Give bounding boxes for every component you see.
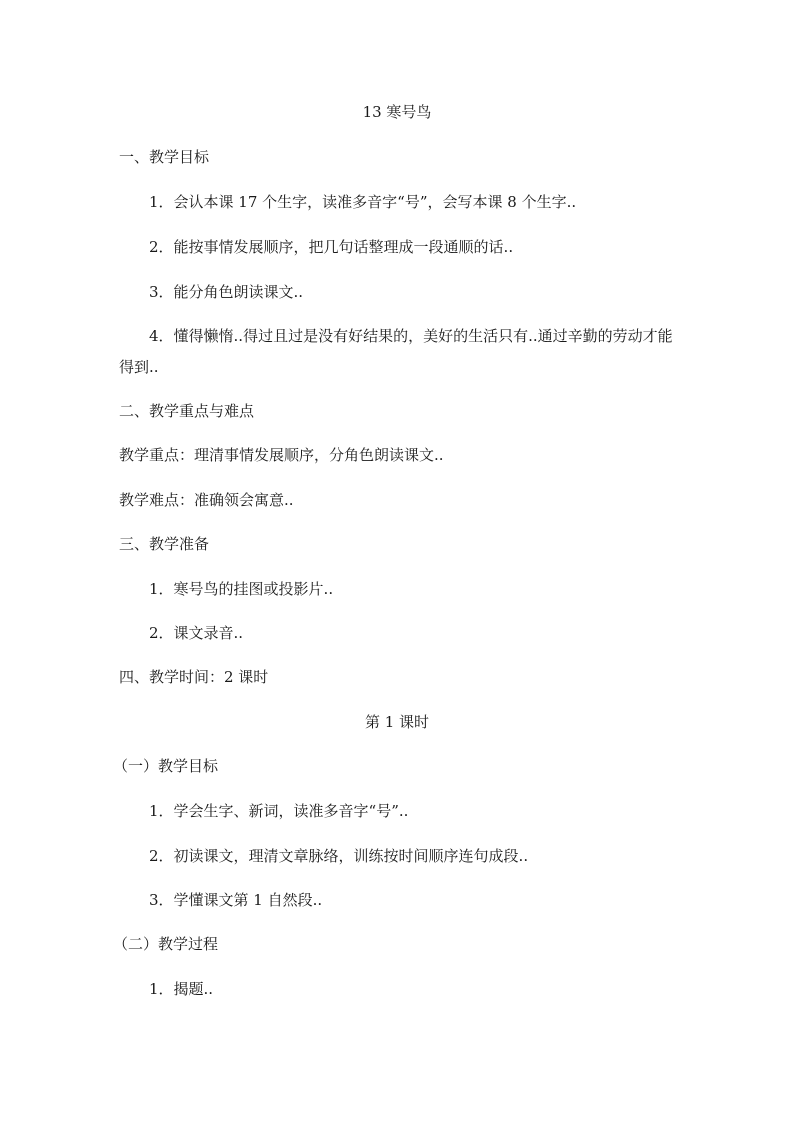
goal-item: 1．会认本课 17 个生字，读准多音字“号”，会写本课 8 个生字.. xyxy=(149,193,577,211)
lesson-goal-item: 2．初读课文，理清文章脉络，训练按时间顺序连句成段.. xyxy=(149,847,529,865)
section-heading-time: 四、教学时间：2 课时 xyxy=(119,668,269,686)
preparation-item: 1．寒号鸟的挂图或投影片.. xyxy=(149,580,334,598)
goal-item-wrapped: 4．懂得懒惰..得过且过是没有好结果的，美好的生活只有..通过辛勤的劳动才能得到.. xyxy=(119,327,673,376)
preparation-item: 2．课文录音.. xyxy=(149,624,244,642)
lesson-goal-item: 1．学会生字、新词，读准多音字“号”.. xyxy=(149,802,409,820)
goal-item: 2．能按事情发展顺序，把几句话整理成一段通顺的话.. xyxy=(149,238,514,256)
lesson-goal-item: 3．学懂课文第 1 自然段.. xyxy=(149,891,323,909)
lesson-title: 第 1 课时 xyxy=(364,713,430,731)
process-item: 1．揭题.. xyxy=(149,980,214,998)
difficult-point: 教学难点：准确领会寓意.. xyxy=(119,491,294,509)
section-heading-goals: 一、教学目标 xyxy=(119,148,210,166)
document-title: 13 寒号鸟 xyxy=(362,103,432,121)
subsection-heading-goals: （一）教学目标 xyxy=(113,757,219,775)
key-point: 教学重点：理清事情发展顺序，分角色朗读课文.. xyxy=(119,446,444,464)
goal-item: 3．能分角色朗读课文.. xyxy=(149,283,304,301)
section-heading-keypoints: 二、教学重点与难点 xyxy=(119,402,255,420)
subsection-heading-process: （二）教学过程 xyxy=(113,935,219,953)
section-heading-preparation: 三、教学准备 xyxy=(119,535,210,553)
